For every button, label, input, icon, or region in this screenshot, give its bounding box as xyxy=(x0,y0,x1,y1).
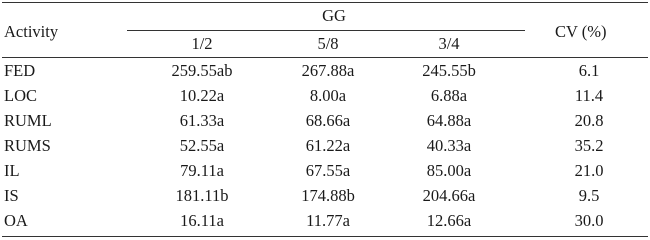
row-value-1-2: 79.11a xyxy=(180,161,224,180)
row-value-1-2: 16.11a xyxy=(180,211,224,230)
header-cv: CV (%) xyxy=(555,22,607,41)
row-value-3-4: 204.66a xyxy=(422,186,476,205)
table-row xyxy=(0,86,650,111)
row-value-3-4: 245.55b xyxy=(422,61,476,80)
row-cv: 30.0 xyxy=(574,211,604,230)
header-group-gg: GG xyxy=(322,6,346,25)
row-cv: 6.1 xyxy=(578,61,600,80)
row-value-5-8: 68.66a xyxy=(305,111,351,130)
row-activity: RUMS xyxy=(4,136,51,155)
table-row xyxy=(0,61,650,86)
row-value-1-2: 52.55a xyxy=(179,136,225,155)
row-value-1-2: 181.11b xyxy=(175,186,229,205)
table-row xyxy=(0,186,650,211)
row-value-3-4: 85.00a xyxy=(426,161,472,180)
row-value-1-2: 10.22a xyxy=(179,86,225,105)
table-row xyxy=(0,161,650,186)
table-row xyxy=(0,211,650,236)
group-underline-rule xyxy=(127,30,525,31)
row-value-5-8: 61.22a xyxy=(305,136,351,155)
row-cv: 35.2 xyxy=(574,136,604,155)
row-cv: 21.0 xyxy=(574,161,604,180)
row-value-5-8: 11.77a xyxy=(306,211,350,230)
row-value-5-8: 8.00a xyxy=(309,86,347,105)
row-value-5-8: 174.88b xyxy=(301,186,355,205)
row-value-5-8: 67.55a xyxy=(305,161,351,180)
header-activity: Activity xyxy=(4,22,59,41)
row-value-3-4: 64.88a xyxy=(426,111,472,130)
table-bottom-rule xyxy=(2,236,648,237)
table-top-rule xyxy=(2,2,648,3)
table-row xyxy=(0,136,650,161)
header-subcolumn-1-2: 1/2 xyxy=(191,34,213,53)
row-cv: 9.5 xyxy=(578,186,600,205)
header-subcolumn-3-4: 3/4 xyxy=(438,34,460,53)
row-cv: 11.4 xyxy=(574,86,604,105)
header-bottom-rule xyxy=(2,57,648,58)
row-value-3-4: 40.33a xyxy=(426,136,472,155)
row-activity: RUML xyxy=(4,111,52,130)
row-activity: FED xyxy=(4,61,36,80)
row-cv: 20.8 xyxy=(574,111,604,130)
row-activity: IL xyxy=(4,161,20,180)
row-value-3-4: 6.88a xyxy=(430,86,468,105)
row-activity: OA xyxy=(4,211,28,230)
header-subcolumn-5-8: 5/8 xyxy=(317,34,339,53)
row-value-1-2: 259.55ab xyxy=(171,61,233,80)
row-value-5-8: 267.88a xyxy=(301,61,355,80)
table-row xyxy=(0,111,650,136)
row-value-1-2: 61.33a xyxy=(179,111,225,130)
row-activity: LOC xyxy=(4,86,37,105)
row-activity: IS xyxy=(4,186,19,205)
row-value-3-4: 12.66a xyxy=(426,211,472,230)
